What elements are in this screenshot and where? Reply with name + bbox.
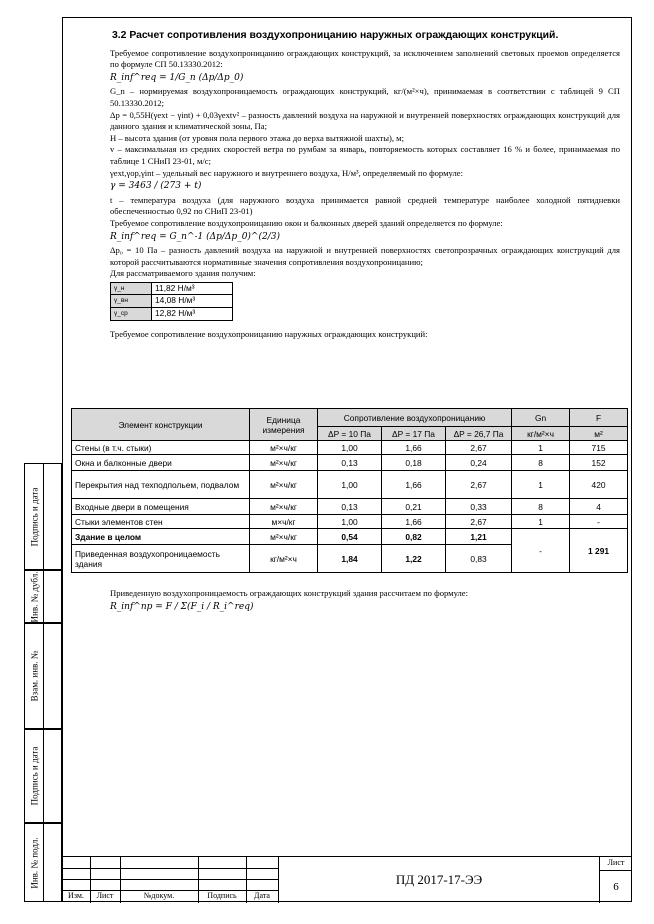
cell-unit: м²×ч/кг (250, 471, 318, 499)
cell-f-merged: 1 291 (570, 529, 628, 573)
cell-unit: м²×ч/кг (250, 529, 318, 545)
gamma-key: γ_н (111, 282, 152, 295)
formula-reduced (110, 602, 620, 614)
cell-gn: 1 (512, 441, 570, 455)
cell-unit: м²×ч/кг (250, 499, 318, 515)
header-gn: Gn (512, 409, 570, 427)
windows-intro: Требуемое сопротивление воздухопроницанию окон и балконных дверей зданий определяется по формуле: (110, 217, 503, 228)
intro-paragraph: Требуемое сопротивление воздухопроницанию ограждающих конструкций, за исключением заполнений световых проемов определяется по формуле СП 50.13330.2012: (110, 47, 620, 70)
sheet-label: Лист (600, 858, 632, 871)
sheet-number: 6 (613, 881, 619, 893)
cell-r267: 1,21 (446, 529, 512, 545)
cell-r267: 2,67 (446, 441, 512, 455)
sb-cell-vzam (24, 623, 62, 729)
tb-izm: Изм. (68, 891, 84, 900)
cell-gn: 1 (512, 471, 570, 499)
tb-podpis: Подпись (207, 891, 237, 900)
cell-f: 152 (570, 455, 628, 471)
header-gn-unit: кг/м²×ч (512, 427, 570, 441)
definition-t: t – температура воздуха (для наружного воздуха принимается равной средней температуре наиболее холодной пятидневки обеспеченностью 0,92 по СНиП 23-01) (110, 194, 620, 217)
table-row (111, 308, 233, 321)
sb-cell-inv-podl (24, 823, 62, 902)
building-intro: Для рассматриваемого здания получим: (110, 268, 256, 279)
gamma-value: 11,82 Н/м³ (152, 282, 233, 295)
formula-1-text: R_inf^req = 1/G_n (Δp/Δp_0) (110, 72, 244, 83)
sb-cell-sign-date (24, 463, 62, 570)
tb-ndokum: №докум. (143, 891, 175, 900)
definition-gn: G_n – нормируемая воздухопроницаемость ограждающих конструкций, кг/(м²×ч), принимаемая в соответствии с таблицей 9 СП 50.13330.2012; (110, 86, 620, 108)
cell-element: Приведенная воздухопроницаемость здания (72, 545, 250, 573)
cell-r267: 0,83 (446, 545, 512, 573)
cell-r17: 0,18 (382, 455, 446, 471)
section-title: 3.2 Расчет сопротивления воздухопроницанию наружных ограждающих конструкций. (112, 30, 559, 41)
tb-list: Лист (96, 891, 114, 900)
table-row-total (72, 529, 628, 545)
table-row (111, 282, 233, 295)
cell-f: 715 (570, 441, 628, 455)
cell-element: Здание в целом (72, 529, 250, 545)
sb-sign-date: Подпись и дата (29, 487, 40, 546)
table-row (72, 455, 628, 471)
cell-element: Стены (в т.ч. стыки) (72, 441, 250, 455)
cell-f: 420 (570, 471, 628, 499)
reduced-section (110, 588, 620, 615)
sb-sign-date2: Подпись и дата (29, 746, 40, 806)
reduced-intro: Приведенную воздухопроницаемость ограждающих конструкций здания рассчитаем по формуле: (110, 588, 468, 598)
cell-r10: 0,54 (318, 529, 382, 545)
gamma-table (110, 282, 233, 321)
cell-r17: 1,22 (382, 545, 446, 573)
table-row (111, 295, 233, 308)
cell-r10: 1,84 (318, 545, 382, 573)
cell-r267: 2,67 (446, 515, 512, 529)
table-row (72, 499, 628, 515)
cell-gn: 8 (512, 455, 570, 471)
cell-element: Окна и балконные двери (72, 455, 250, 471)
gamma-key: γ_ср (111, 308, 152, 321)
formula-windows (110, 232, 620, 244)
definition-gamma: γext,γop,γint – удельный вес наружного и внутреннего воздуха, Н/м³, определяемый по формуле: (110, 167, 463, 178)
definition-v: v – максимальная из средних скоростей ветра по румбам за январь, повторяемость которых составляет 16 % и более, принимаемая по таблице 1 СНиП 23-01, м/с; (110, 144, 620, 166)
cell-gn: 8 (512, 499, 570, 515)
cell-element: Стыки элементов стен (72, 515, 250, 529)
formula-gamma (110, 181, 620, 193)
sb-inv-dubl: Инв. № дубл. (29, 571, 40, 622)
formula-rinf-req (110, 73, 620, 85)
document-code: ПД 2017-17-ЭЭ (278, 857, 600, 903)
cell-r17: 1,66 (382, 441, 446, 455)
cell-r17: 0,21 (382, 499, 446, 515)
cell-r10: 1,00 (318, 471, 382, 499)
header-dp10: ΔP = 10 Па (318, 427, 382, 441)
table-row (72, 515, 628, 529)
sb-vzam-inv: Взам. инв. № (29, 650, 40, 702)
cell-r10: 0,13 (318, 455, 382, 471)
cell-unit: кг/м²×ч (250, 545, 318, 573)
cell-gn: 1 (512, 515, 570, 529)
page-content (110, 30, 620, 340)
cell-r17: 1,66 (382, 515, 446, 529)
sb-inv-podl: Инв. № подл. (29, 836, 40, 889)
header-f-unit: м² (570, 427, 628, 441)
formula-4-text: R_inf^np = F / Σ(F_i / R_i^req) (110, 601, 254, 612)
title-block (62, 856, 632, 903)
header-unit: Единица измерения (250, 409, 318, 441)
definition-h: H – высота здания (от уровня пола первого этажа до верха вытяжной шахты), м; (110, 132, 404, 143)
header-element: Элемент конструкции (72, 409, 250, 441)
header-dp267: ΔP = 26,7 Па (446, 427, 512, 441)
header-resistance: Сопротивление воздухопроницанию (318, 409, 512, 427)
sheet-box (600, 857, 632, 903)
cell-f: 4 (570, 499, 628, 515)
sb-cell-sign-date2 (24, 729, 62, 823)
cell-element: Входные двери в помещения (72, 499, 250, 515)
gamma-value: 14,08 Н/м³ (152, 295, 233, 308)
formula-2-text: γ = 3463 / (273 + t) (110, 181, 202, 192)
title-block-grid (62, 857, 278, 903)
table-row (72, 441, 628, 455)
tb-data: Дата (254, 891, 270, 900)
cell-element: Перекрытия над техподпольем, подвалом (72, 471, 250, 499)
cell-r10: 0,13 (318, 499, 382, 515)
cell-r17: 0,82 (382, 529, 446, 545)
header-f: F (570, 409, 628, 427)
sb-cell-inv-dubl (24, 570, 62, 623)
cell-f: - (570, 515, 628, 529)
gamma-key: γ_вн (111, 295, 152, 308)
sidebar-stamp (24, 463, 62, 902)
formula-3-text: R_inf^req = G_n^-1 (Δp/Δp_0)^(2/3) (110, 231, 280, 242)
cell-r10: 1,00 (318, 515, 382, 529)
table-header-row (72, 409, 628, 427)
cell-r267: 0,33 (446, 499, 512, 515)
table-row (72, 471, 628, 499)
cell-r17: 1,66 (382, 471, 446, 499)
header-dp17: ΔP = 17 Па (382, 427, 446, 441)
cell-r10: 1,00 (318, 441, 382, 455)
cell-unit: м×ч/кг (250, 515, 318, 529)
cell-unit: м²×ч/кг (250, 455, 318, 471)
cell-gn-merged: - (512, 529, 570, 573)
resistance-table (71, 408, 628, 573)
definition-dp0: Δp₀ = 10 Па – разность давлений воздуха на наружной и внутренней поверхностях светопрозрачных ограждающих конструкций для которой рассчитываются нормативные значения сопротивления воздухопроницанию; (110, 245, 620, 267)
definition-dp: Δp = 0,55H(γext − γint) + 0,03γextv² – разность давлений воздуха на наружной и внутренней поверхностях ограждающих конструкций для данного здания и климатической зоны, Па; (110, 109, 620, 132)
cell-r267: 0,24 (446, 455, 512, 471)
cell-unit: м²×ч/кг (250, 441, 318, 455)
cell-r267: 2,67 (446, 471, 512, 499)
table-intro: Требуемое сопротивление воздухопроницанию наружных ограждающих конструкций: (110, 328, 428, 339)
gamma-value: 12,82 Н/м³ (152, 308, 233, 321)
